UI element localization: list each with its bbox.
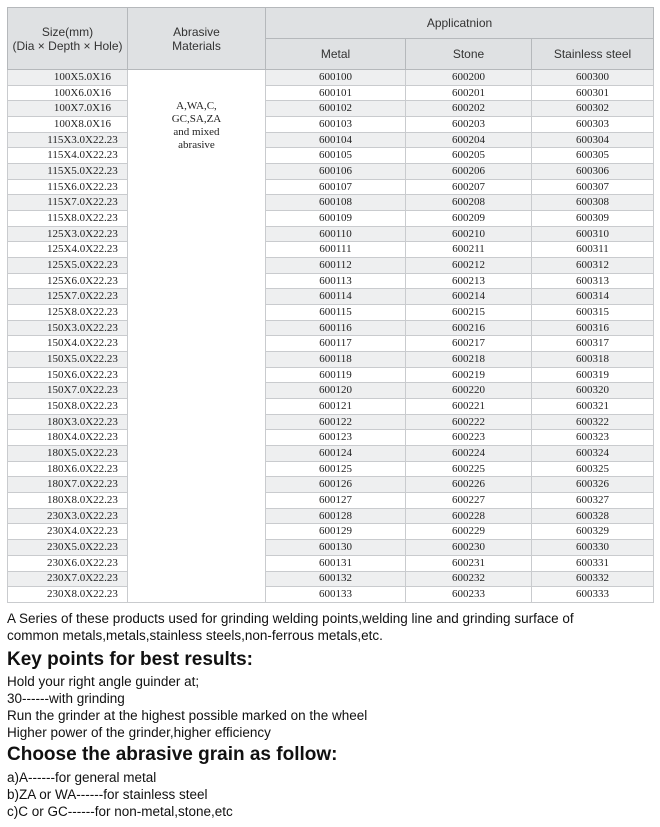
cell-stone: 600204 — [406, 132, 532, 148]
cell-stainless: 600318 — [532, 352, 654, 368]
table-row — [8, 148, 654, 164]
cell-stone: 600216 — [406, 320, 532, 336]
grain-line: b)ZA or WA------for stainless steel — [7, 787, 208, 802]
cell-stainless: 600324 — [532, 446, 654, 462]
cell-stone: 600229 — [406, 524, 532, 540]
table-row — [8, 226, 654, 242]
cell-metal: 600129 — [266, 524, 406, 540]
cell-metal: 600100 — [266, 70, 406, 86]
cell-size: 115X5.0X22.23 — [8, 164, 128, 180]
cell-stone: 600228 — [406, 508, 532, 524]
cell-size: 125X5.0X22.23 — [8, 258, 128, 274]
grain-line: a)A------for general metal — [7, 770, 157, 785]
cell-stainless: 600321 — [532, 399, 654, 415]
cell-stone: 600233 — [406, 587, 532, 603]
cell-size: 115X8.0X22.23 — [8, 211, 128, 227]
cell-stainless: 600319 — [532, 367, 654, 383]
table-row — [8, 508, 654, 524]
cell-stone: 600215 — [406, 305, 532, 321]
cell-size: 230X6.0X22.23 — [8, 555, 128, 571]
header-size — [8, 8, 128, 70]
table-row — [8, 289, 654, 305]
cell-metal: 600110 — [266, 226, 406, 242]
table-row — [8, 383, 654, 399]
table-row — [8, 305, 654, 321]
cell-metal: 600124 — [266, 446, 406, 462]
intro-paragraph — [7, 610, 653, 644]
table-row — [8, 571, 654, 587]
table-row — [8, 587, 654, 603]
cell-size: 180X6.0X22.23 — [8, 461, 128, 477]
cell-size: 180X8.0X22.23 — [8, 493, 128, 509]
table-row — [8, 399, 654, 415]
cell-stone: 600207 — [406, 179, 532, 195]
cell-stainless: 600331 — [532, 555, 654, 571]
cell-metal: 600103 — [266, 117, 406, 133]
cell-metal: 600133 — [266, 587, 406, 603]
cell-size: 125X6.0X22.23 — [8, 273, 128, 289]
cell-stone: 600217 — [406, 336, 532, 352]
cell-metal: 600115 — [266, 305, 406, 321]
table-row — [8, 540, 654, 556]
table-row — [8, 117, 654, 133]
cell-size: 125X8.0X22.23 — [8, 305, 128, 321]
header-abrasive-line2: Materials — [172, 38, 221, 53]
cell-size: 115X4.0X22.23 — [8, 148, 128, 164]
cell-metal: 600132 — [266, 571, 406, 587]
abrasive-value: and mixed — [173, 126, 220, 138]
cell-size: 180X3.0X22.23 — [8, 414, 128, 430]
table-row — [8, 258, 654, 274]
cell-stainless: 600315 — [532, 305, 654, 321]
cell-stone: 600219 — [406, 367, 532, 383]
cell-stainless: 600323 — [532, 430, 654, 446]
cell-size: 125X3.0X22.23 — [8, 226, 128, 242]
cell-stone: 600227 — [406, 493, 532, 509]
cell-metal: 600127 — [266, 493, 406, 509]
table-row — [8, 477, 654, 493]
table-row — [8, 273, 654, 289]
cell-metal: 600120 — [266, 383, 406, 399]
cell-size: 150X4.0X22.23 — [8, 336, 128, 352]
cell-abrasive-materials — [128, 70, 266, 603]
cell-size: 150X5.0X22.23 — [8, 352, 128, 368]
cell-stone: 600201 — [406, 85, 532, 101]
cell-stainless: 600311 — [532, 242, 654, 258]
cell-stone: 600220 — [406, 383, 532, 399]
spec-table — [7, 7, 654, 603]
cell-stone: 600206 — [406, 164, 532, 180]
cell-size: 115X7.0X22.23 — [8, 195, 128, 211]
header-abrasive-line1: Abrasive — [173, 24, 220, 39]
cell-size: 230X3.0X22.23 — [8, 508, 128, 524]
cell-size: 230X4.0X22.23 — [8, 524, 128, 540]
cell-size: 150X6.0X22.23 — [8, 367, 128, 383]
cell-metal: 600131 — [266, 555, 406, 571]
grain-line: c)C or GC------for non-metal,stone,etc — [7, 804, 233, 819]
cell-stone: 600225 — [406, 461, 532, 477]
spec-table-container — [7, 7, 653, 603]
cell-stainless: 600306 — [532, 164, 654, 180]
cell-metal: 600119 — [266, 367, 406, 383]
cell-stainless: 600330 — [532, 540, 654, 556]
cell-stone: 600213 — [406, 273, 532, 289]
cell-stone: 600214 — [406, 289, 532, 305]
header-stone: Stone — [406, 39, 532, 70]
cell-stone: 600218 — [406, 352, 532, 368]
cell-stone: 600230 — [406, 540, 532, 556]
cell-stainless: 600302 — [532, 101, 654, 117]
table-row — [8, 164, 654, 180]
cell-metal: 600109 — [266, 211, 406, 227]
cell-size: 230X7.0X22.23 — [8, 571, 128, 587]
intro-line: A Series of these products used for grinding welding points,welding line and grinding surface of — [7, 611, 574, 626]
cell-metal: 600108 — [266, 195, 406, 211]
cell-metal: 600128 — [266, 508, 406, 524]
table-row — [8, 132, 654, 148]
cell-stone: 600222 — [406, 414, 532, 430]
header-size-line2: (Dia × Depth × Hole) — [12, 38, 123, 53]
table-row — [8, 524, 654, 540]
abrasive-value: abrasive — [178, 139, 215, 151]
key-point-line: Hold your right angle guinder at; — [7, 674, 200, 689]
cell-stone: 600209 — [406, 211, 532, 227]
spec-table-body — [8, 70, 654, 603]
key-points-list — [7, 673, 653, 741]
table-row — [8, 320, 654, 336]
cell-metal: 600114 — [266, 289, 406, 305]
cell-stone: 600224 — [406, 446, 532, 462]
table-row — [8, 70, 654, 86]
cell-stainless: 600325 — [532, 461, 654, 477]
cell-stainless: 600305 — [532, 148, 654, 164]
cell-size: 150X7.0X22.23 — [8, 383, 128, 399]
abrasive-value: A,WA,C, — [176, 100, 217, 112]
intro-line: common metals,metals,stainless steels,non-ferrous metals,etc. — [7, 628, 383, 643]
cell-metal: 600118 — [266, 352, 406, 368]
cell-metal: 600123 — [266, 430, 406, 446]
cell-size: 180X4.0X22.23 — [8, 430, 128, 446]
cell-stainless: 600300 — [532, 70, 654, 86]
cell-stone: 600221 — [406, 399, 532, 415]
cell-size: 150X3.0X22.23 — [8, 320, 128, 336]
cell-stone: 600223 — [406, 430, 532, 446]
cell-metal: 600107 — [266, 179, 406, 195]
cell-stone: 600211 — [406, 242, 532, 258]
table-row — [8, 195, 654, 211]
cell-size: 230X5.0X22.23 — [8, 540, 128, 556]
cell-metal: 600121 — [266, 399, 406, 415]
cell-metal: 600101 — [266, 85, 406, 101]
cell-stone: 600232 — [406, 571, 532, 587]
cell-size: 180X7.0X22.23 — [8, 477, 128, 493]
cell-stainless: 600328 — [532, 508, 654, 524]
cell-metal: 600106 — [266, 164, 406, 180]
cell-stone: 600226 — [406, 477, 532, 493]
cell-metal: 600111 — [266, 242, 406, 258]
cell-metal: 600116 — [266, 320, 406, 336]
table-row — [8, 414, 654, 430]
cell-metal: 600125 — [266, 461, 406, 477]
cell-stainless: 600310 — [532, 226, 654, 242]
cell-stainless: 600320 — [532, 383, 654, 399]
table-row — [8, 461, 654, 477]
table-row — [8, 211, 654, 227]
cell-stainless: 600309 — [532, 211, 654, 227]
cell-stainless: 600312 — [532, 258, 654, 274]
cell-stainless: 600329 — [532, 524, 654, 540]
header-abrasive — [128, 8, 266, 70]
table-row — [8, 242, 654, 258]
header-metal: Metal — [266, 39, 406, 70]
cell-size: 125X4.0X22.23 — [8, 242, 128, 258]
cell-metal: 600113 — [266, 273, 406, 289]
cell-stainless: 600314 — [532, 289, 654, 305]
cell-stainless: 600317 — [532, 336, 654, 352]
cell-size: 180X5.0X22.23 — [8, 446, 128, 462]
cell-stainless: 600303 — [532, 117, 654, 133]
grain-heading: Choose the abrasive grain as follow: — [7, 744, 338, 765]
cell-stone: 600208 — [406, 195, 532, 211]
cell-stainless: 600313 — [532, 273, 654, 289]
cell-size: 100X5.0X16 — [8, 70, 128, 86]
cell-metal: 600122 — [266, 414, 406, 430]
cell-stainless: 600304 — [532, 132, 654, 148]
cell-stainless: 600327 — [532, 493, 654, 509]
cell-metal: 600104 — [266, 132, 406, 148]
header-size-line1: Size(mm) — [41, 24, 94, 39]
cell-stone: 600231 — [406, 555, 532, 571]
cell-metal: 600105 — [266, 148, 406, 164]
cell-size: 150X8.0X22.23 — [8, 399, 128, 415]
cell-stone: 600205 — [406, 148, 532, 164]
cell-size: 125X7.0X22.23 — [8, 289, 128, 305]
table-row — [8, 493, 654, 509]
table-row — [8, 336, 654, 352]
cell-stone: 600212 — [406, 258, 532, 274]
table-row — [8, 352, 654, 368]
table-row — [8, 179, 654, 195]
cell-metal: 600126 — [266, 477, 406, 493]
cell-size: 100X6.0X16 — [8, 85, 128, 101]
cell-size: 115X6.0X22.23 — [8, 179, 128, 195]
table-row — [8, 85, 654, 101]
cell-size: 115X3.0X22.23 — [8, 132, 128, 148]
key-points-heading: Key points for best results: — [7, 649, 253, 670]
cell-stainless: 600301 — [532, 85, 654, 101]
table-row — [8, 101, 654, 117]
cell-stainless: 600307 — [532, 179, 654, 195]
table-row — [8, 367, 654, 383]
cell-stainless: 600322 — [532, 414, 654, 430]
cell-metal: 600130 — [266, 540, 406, 556]
cell-size: 100X7.0X16 — [8, 101, 128, 117]
cell-stainless: 600326 — [532, 477, 654, 493]
cell-metal: 600112 — [266, 258, 406, 274]
cell-stone: 600200 — [406, 70, 532, 86]
cell-stainless: 600333 — [532, 587, 654, 603]
cell-stone: 600202 — [406, 101, 532, 117]
cell-stainless: 600308 — [532, 195, 654, 211]
cell-stone: 600203 — [406, 117, 532, 133]
cell-metal: 600117 — [266, 336, 406, 352]
grain-list — [7, 769, 653, 820]
table-row — [8, 446, 654, 462]
table-row — [8, 555, 654, 571]
cell-stainless: 600316 — [532, 320, 654, 336]
key-point-line: Run the grinder at the highest possible marked on the wheel — [7, 708, 368, 723]
key-point-line: 30------with grinding — [7, 691, 125, 706]
abrasive-value: GC,SA,ZA — [171, 113, 222, 125]
cell-size: 230X8.0X22.23 — [8, 587, 128, 603]
cell-size: 100X8.0X16 — [8, 117, 128, 133]
cell-stainless: 600332 — [532, 571, 654, 587]
header-stainless: Stainless steel — [532, 39, 654, 70]
key-point-line: Higher power of the grinder,higher efficiency — [7, 725, 271, 740]
header-application: Applicatnion — [266, 8, 654, 39]
cell-metal: 600102 — [266, 101, 406, 117]
table-row — [8, 430, 654, 446]
cell-stone: 600210 — [406, 226, 532, 242]
